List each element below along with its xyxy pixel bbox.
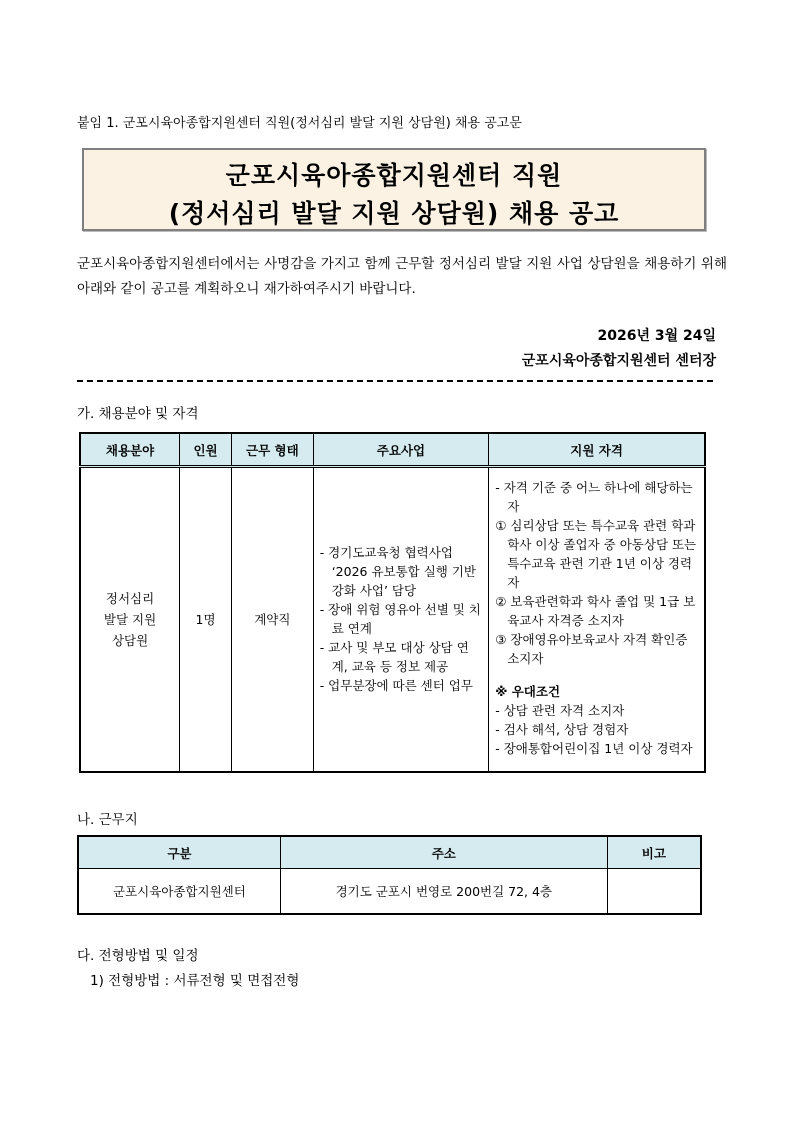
duty-item: - 경기도교육청 협력사업 ‘2026 유보통합 실행 기반 강화 사업’ 담당 <box>319 545 477 599</box>
duty-item: - 업무분장에 따른 센터 업무 <box>319 678 473 694</box>
duties-cell <box>313 467 489 772</box>
table-row <box>80 467 705 772</box>
headcount-cell: 1명 <box>180 467 232 772</box>
duty-item: - 교사 및 부모 대상 상담 연계, 교육 등 정보 제공 <box>319 640 469 675</box>
intro-paragraph: 군포시육아종합지원센터에서는 사명감을 가지고 함께 근무할 정서심리 발달 지원 사업 상담원을 채용하기 위해 아래와 같이 공고를 계획하오니 재가하여주시기 바랍니다. <box>77 256 727 297</box>
role-line: 상담원 <box>111 632 149 648</box>
section-a-heading: 가. 채용분야 및 자격 <box>77 406 199 422</box>
header-address: 주소 <box>280 836 607 869</box>
title-line-1: 군포시육아종합지원센터 직원 <box>225 161 563 190</box>
header-duties: 주요사업 <box>313 433 489 467</box>
header-division: 구분 <box>78 836 280 869</box>
workplace-name-cell: 군포시육아종합지원센터 <box>78 869 280 914</box>
title-box <box>82 148 706 231</box>
attachment-label: 붙임 1. 군포시육아종합지원센터 직원(정서심리 발달 지원 상담원) 채용 공고문 <box>77 116 522 131</box>
workplace-remarks-cell <box>607 869 701 914</box>
header-headcount: 인원 <box>180 433 232 467</box>
signatory: 군포시육아종합지원센터 센터장 <box>521 353 716 369</box>
role-cell <box>80 467 180 772</box>
preference-item: - 검사 해석, 상담 경험자 <box>495 722 629 737</box>
preference-item: - 상담 관련 자격 소지자 <box>495 703 625 718</box>
qualification-item: ② 보육관련학과 학사 졸업 및 1급 보육교사 자격증 소지자 <box>495 594 696 628</box>
work-type-cell: 계약직 <box>231 467 313 772</box>
qualifications-cell <box>489 467 705 772</box>
notice-date: 2026년 3월 24일 <box>597 328 716 344</box>
preference-heading: ※ 우대조건 <box>495 684 561 699</box>
qualification-item: ① 심리상담 또는 특수교육 관련 학과 학사 이상 졸업자 중 아동상담 또는 특수교육 관련 기관 1년 이상 경력자 <box>495 518 697 590</box>
workplace-table <box>77 835 702 915</box>
workplace-table-header <box>78 836 701 869</box>
preference-item: - 장애통합어린이집 1년 이상 경력자 <box>495 741 693 756</box>
header-remarks: 비고 <box>607 836 701 869</box>
section-b-heading: 나. 근무지 <box>77 812 138 828</box>
role-line: 발달 지원 <box>103 611 157 627</box>
header-field: 채용분야 <box>80 433 180 467</box>
header-qualifications: 지원 자격 <box>489 433 705 467</box>
qualification-item: - 자격 기준 중 어느 하나에 해당하는 자 <box>495 480 693 514</box>
qualification-item: ③ 장애영유아보육교사 자격 확인증 소지자 <box>495 632 688 666</box>
duty-item: - 장애 위험 영유아 선별 및 치료 연계 <box>319 602 481 637</box>
workplace-address-cell: 경기도 군포시 번영로 200번길 72, 4층 <box>280 869 607 914</box>
title-line-2: (정서심리 발달 지원 상담원) 채용 공고 <box>168 199 620 228</box>
recruitment-table-header <box>80 433 705 467</box>
section-c-heading: 다. 전형방법 및 일정 <box>77 948 199 964</box>
table-row <box>78 869 701 914</box>
recruitment-table <box>79 432 706 773</box>
selection-method: 1) 전형방법 : 서류전형 및 면접전형 <box>90 973 300 989</box>
role-line: 정서심리 <box>105 590 155 606</box>
dashed-divider <box>77 380 713 382</box>
header-work-type: 근무 형태 <box>231 433 313 467</box>
